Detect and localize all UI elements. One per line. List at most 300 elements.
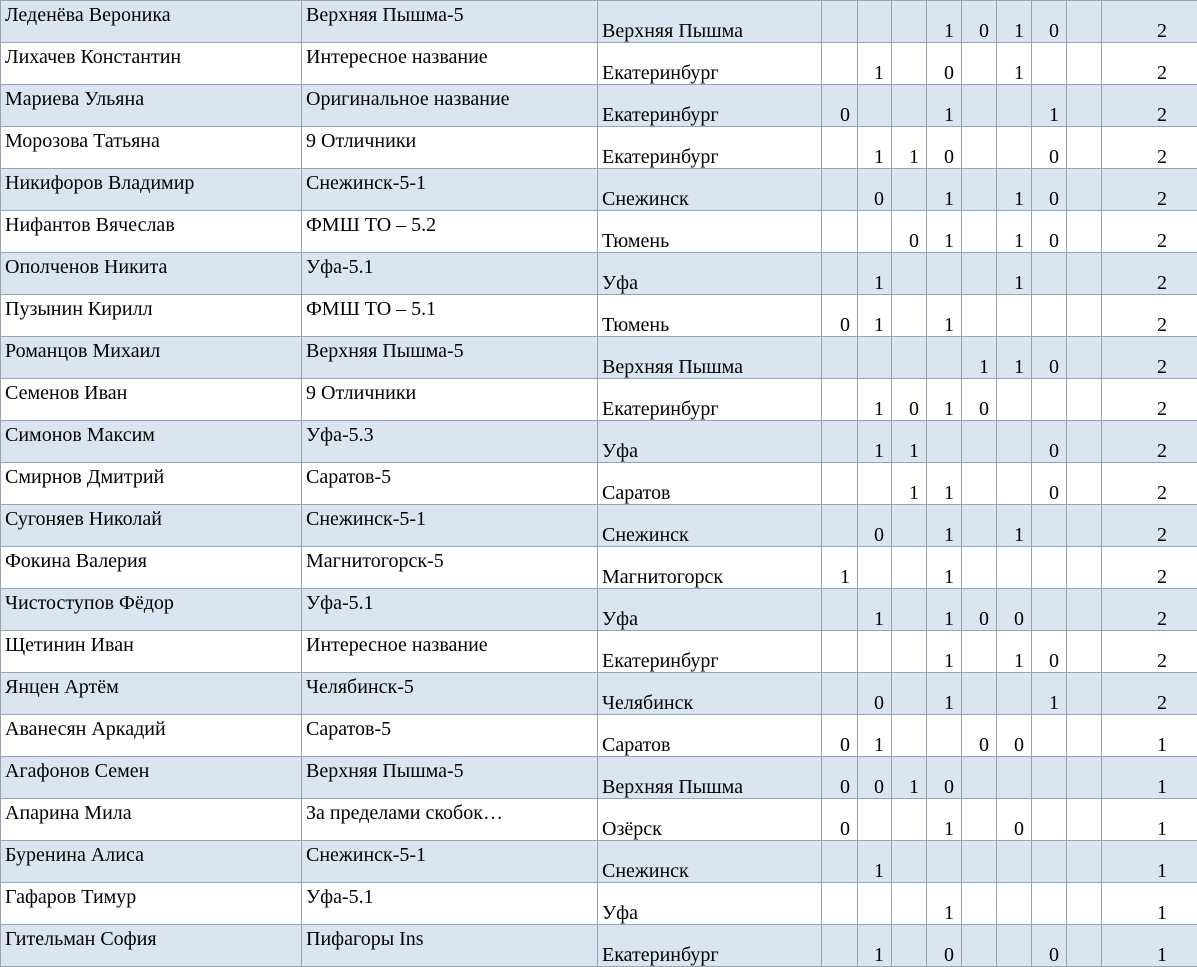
problem-score-cell xyxy=(1067,883,1102,925)
table-row xyxy=(1,547,1197,589)
results-table-body xyxy=(1,1,1197,967)
problem-score-cell xyxy=(822,421,858,463)
problem-score-cell xyxy=(1067,211,1102,253)
problem-score-cell: 1 xyxy=(927,85,962,127)
problem-score-cell xyxy=(962,505,997,547)
problem-score-cell xyxy=(1067,715,1102,757)
problem-score-cell: 0 xyxy=(927,43,962,85)
participant-name-cell: Агафонов Семен xyxy=(1,757,302,799)
problem-score-cell: 0 xyxy=(1032,337,1067,379)
team-name-cell: ФМШ ТО – 5.1 xyxy=(302,295,598,337)
city-cell: Уфа xyxy=(598,589,822,631)
problem-score-cell xyxy=(1032,757,1067,799)
problem-score-cell: 0 xyxy=(1032,421,1067,463)
problem-score-cell: 1 xyxy=(822,547,858,589)
problem-score-cell xyxy=(962,295,997,337)
problem-score-cell xyxy=(962,127,997,169)
participant-name-cell: Гафаров Тимур xyxy=(1,883,302,925)
problem-score-cell xyxy=(1067,589,1102,631)
problem-score-cell xyxy=(1032,547,1067,589)
problem-score-cell: 1 xyxy=(1032,673,1067,715)
problem-score-cell xyxy=(962,631,997,673)
problem-score-cell xyxy=(962,841,997,883)
problem-score-cell: 0 xyxy=(822,295,858,337)
problem-score-cell: 1 xyxy=(892,421,927,463)
team-name-cell: Верхняя Пышма-5 xyxy=(302,1,598,43)
total-score-cell: 1 xyxy=(1102,925,1197,967)
participant-name-cell: Смирнов Дмитрий xyxy=(1,463,302,505)
problem-score-cell: 1 xyxy=(858,841,892,883)
problem-score-cell xyxy=(822,1,858,43)
problem-score-cell xyxy=(1067,547,1102,589)
problem-score-cell: 1 xyxy=(927,169,962,211)
problem-score-cell xyxy=(1067,841,1102,883)
problem-score-cell: 1 xyxy=(858,421,892,463)
city-cell: Верхняя Пышма xyxy=(598,1,822,43)
total-score-cell: 2 xyxy=(1102,127,1197,169)
city-cell: Озёрск xyxy=(598,799,822,841)
problem-score-cell: 0 xyxy=(1032,925,1067,967)
problem-score-cell xyxy=(962,925,997,967)
problem-score-cell xyxy=(1067,673,1102,715)
table-row xyxy=(1,589,1197,631)
problem-score-cell: 0 xyxy=(962,379,997,421)
total-score-cell: 2 xyxy=(1102,85,1197,127)
problem-score-cell xyxy=(892,43,927,85)
problem-score-cell xyxy=(822,925,858,967)
problem-score-cell: 1 xyxy=(858,715,892,757)
participant-name-cell: Нифантов Вячеслав xyxy=(1,211,302,253)
problem-score-cell: 0 xyxy=(962,1,997,43)
problem-score-cell xyxy=(1067,1,1102,43)
problem-score-cell: 1 xyxy=(858,253,892,295)
problem-score-cell: 0 xyxy=(927,127,962,169)
problem-score-cell: 1 xyxy=(927,673,962,715)
city-cell: Саратов xyxy=(598,715,822,757)
city-cell: Уфа xyxy=(598,253,822,295)
problem-score-cell: 1 xyxy=(927,589,962,631)
problem-score-cell xyxy=(927,841,962,883)
total-score-cell: 2 xyxy=(1102,379,1197,421)
participant-name-cell: Лихачев Константин xyxy=(1,43,302,85)
table-row xyxy=(1,253,1197,295)
problem-score-cell xyxy=(892,841,927,883)
problem-score-cell xyxy=(892,673,927,715)
problem-score-cell xyxy=(892,547,927,589)
team-name-cell: Саратов-5 xyxy=(302,715,598,757)
table-row xyxy=(1,85,1197,127)
participant-name-cell: Гительман София xyxy=(1,925,302,967)
problem-score-cell xyxy=(1032,43,1067,85)
problem-score-cell: 1 xyxy=(997,337,1032,379)
problem-score-cell xyxy=(892,337,927,379)
team-name-cell: Уфа-5.1 xyxy=(302,883,598,925)
problem-score-cell: 1 xyxy=(892,463,927,505)
problem-score-cell: 1 xyxy=(997,253,1032,295)
participant-name-cell: Щетинин Иван xyxy=(1,631,302,673)
problem-score-cell xyxy=(1067,85,1102,127)
problem-score-cell xyxy=(1067,127,1102,169)
problem-score-cell xyxy=(997,85,1032,127)
city-cell: Снежинск xyxy=(598,505,822,547)
problem-score-cell: 1 xyxy=(927,295,962,337)
participant-name-cell: Морозова Татьяна xyxy=(1,127,302,169)
problem-score-cell xyxy=(892,1,927,43)
problem-score-cell xyxy=(962,883,997,925)
table-row xyxy=(1,715,1197,757)
problem-score-cell xyxy=(1067,799,1102,841)
problem-score-cell xyxy=(1067,421,1102,463)
problem-score-cell xyxy=(1032,505,1067,547)
city-cell: Саратов xyxy=(598,463,822,505)
problem-score-cell xyxy=(1067,925,1102,967)
problem-score-cell: 1 xyxy=(927,211,962,253)
problem-score-cell: 0 xyxy=(927,925,962,967)
problem-score-cell xyxy=(997,883,1032,925)
team-name-cell: Челябинск-5 xyxy=(302,673,598,715)
table-row xyxy=(1,757,1197,799)
problem-score-cell xyxy=(822,463,858,505)
team-name-cell: Пифагоры Ins xyxy=(302,925,598,967)
problem-score-cell: 1 xyxy=(927,547,962,589)
total-score-cell: 2 xyxy=(1102,631,1197,673)
city-cell: Уфа xyxy=(598,883,822,925)
problem-score-cell: 0 xyxy=(997,715,1032,757)
participant-name-cell: Леденёва Вероника xyxy=(1,1,302,43)
team-name-cell: Уфа-5.1 xyxy=(302,589,598,631)
problem-score-cell xyxy=(997,463,1032,505)
total-score-cell: 2 xyxy=(1102,211,1197,253)
problem-score-cell xyxy=(822,379,858,421)
team-name-cell: Саратов-5 xyxy=(302,463,598,505)
participant-name-cell: Пузынин Кирилл xyxy=(1,295,302,337)
problem-score-cell: 1 xyxy=(892,757,927,799)
problem-score-cell: 1 xyxy=(997,631,1032,673)
problem-score-cell xyxy=(927,421,962,463)
problem-score-cell xyxy=(1032,589,1067,631)
problem-score-cell xyxy=(892,799,927,841)
city-cell: Екатеринбург xyxy=(598,85,822,127)
city-cell: Екатеринбург xyxy=(598,127,822,169)
city-cell: Челябинск xyxy=(598,673,822,715)
problem-score-cell xyxy=(892,169,927,211)
problem-score-cell xyxy=(858,631,892,673)
participant-name-cell: Семенов Иван xyxy=(1,379,302,421)
table-row xyxy=(1,631,1197,673)
problem-score-cell xyxy=(892,505,927,547)
problem-score-cell xyxy=(822,43,858,85)
problem-score-cell: 1 xyxy=(858,127,892,169)
problem-score-cell xyxy=(1067,505,1102,547)
problem-score-cell xyxy=(822,589,858,631)
total-score-cell: 2 xyxy=(1102,43,1197,85)
problem-score-cell xyxy=(997,421,1032,463)
participant-name-cell: Буренина Алиса xyxy=(1,841,302,883)
problem-score-cell xyxy=(962,85,997,127)
problem-score-cell: 1 xyxy=(997,169,1032,211)
problem-score-cell xyxy=(997,673,1032,715)
problem-score-cell: 1 xyxy=(927,631,962,673)
problem-score-cell: 0 xyxy=(997,799,1032,841)
problem-score-cell: 0 xyxy=(858,757,892,799)
problem-score-cell xyxy=(1067,757,1102,799)
problem-score-cell: 0 xyxy=(1032,463,1067,505)
total-score-cell: 2 xyxy=(1102,463,1197,505)
problem-score-cell xyxy=(858,883,892,925)
total-score-cell: 2 xyxy=(1102,1,1197,43)
problem-score-cell xyxy=(892,589,927,631)
problem-score-cell xyxy=(858,211,892,253)
problem-score-cell: 1 xyxy=(858,925,892,967)
problem-score-cell: 1 xyxy=(858,379,892,421)
total-score-cell: 2 xyxy=(1102,589,1197,631)
table-row xyxy=(1,463,1197,505)
problem-score-cell xyxy=(1032,253,1067,295)
participant-name-cell: Никифоров Владимир xyxy=(1,169,302,211)
city-cell: Екатеринбург xyxy=(598,379,822,421)
problem-score-cell xyxy=(927,253,962,295)
problem-score-cell: 0 xyxy=(1032,127,1067,169)
team-name-cell: 9 Отличники xyxy=(302,379,598,421)
team-name-cell: Снежинск-5-1 xyxy=(302,505,598,547)
problem-score-cell xyxy=(1067,463,1102,505)
problem-score-cell: 0 xyxy=(1032,631,1067,673)
problem-score-cell: 0 xyxy=(822,799,858,841)
problem-score-cell xyxy=(997,295,1032,337)
problem-score-cell xyxy=(962,421,997,463)
total-score-cell: 2 xyxy=(1102,547,1197,589)
problem-score-cell xyxy=(1067,295,1102,337)
problem-score-cell: 1 xyxy=(927,505,962,547)
problem-score-cell xyxy=(858,337,892,379)
problem-score-cell xyxy=(1032,799,1067,841)
problem-score-cell xyxy=(892,883,927,925)
problem-score-cell: 1 xyxy=(858,589,892,631)
problem-score-cell xyxy=(962,253,997,295)
problem-score-cell xyxy=(927,337,962,379)
problem-score-cell: 1 xyxy=(927,463,962,505)
city-cell: Магнитогорск xyxy=(598,547,822,589)
problem-score-cell: 0 xyxy=(997,589,1032,631)
problem-score-cell xyxy=(1032,883,1067,925)
problem-score-cell xyxy=(858,547,892,589)
problem-score-cell xyxy=(858,463,892,505)
problem-score-cell: 0 xyxy=(822,715,858,757)
problem-score-cell: 0 xyxy=(858,169,892,211)
table-row xyxy=(1,799,1197,841)
problem-score-cell xyxy=(962,757,997,799)
problem-score-cell xyxy=(892,85,927,127)
problem-score-cell: 1 xyxy=(858,43,892,85)
participant-name-cell: Симонов Максим xyxy=(1,421,302,463)
problem-score-cell xyxy=(892,295,927,337)
problem-score-cell xyxy=(962,547,997,589)
table-row xyxy=(1,211,1197,253)
table-row xyxy=(1,337,1197,379)
problem-score-cell xyxy=(997,925,1032,967)
table-row xyxy=(1,127,1197,169)
table-row xyxy=(1,925,1197,967)
problem-score-cell xyxy=(997,127,1032,169)
problem-score-cell: 0 xyxy=(962,715,997,757)
problem-score-cell xyxy=(1032,841,1067,883)
participant-name-cell: Янцен Артём xyxy=(1,673,302,715)
problem-score-cell xyxy=(822,673,858,715)
problem-score-cell xyxy=(1067,379,1102,421)
problem-score-cell: 0 xyxy=(962,589,997,631)
problem-score-cell xyxy=(962,211,997,253)
problem-score-cell xyxy=(822,169,858,211)
team-name-cell: 9 Отличники xyxy=(302,127,598,169)
problem-score-cell xyxy=(1067,631,1102,673)
total-score-cell: 2 xyxy=(1102,505,1197,547)
team-name-cell: Оригинальное название xyxy=(302,85,598,127)
team-name-cell: Снежинск-5-1 xyxy=(302,841,598,883)
table-row xyxy=(1,43,1197,85)
problem-score-cell: 0 xyxy=(927,757,962,799)
problem-score-cell: 0 xyxy=(1032,169,1067,211)
team-name-cell: Интересное название xyxy=(302,43,598,85)
problem-score-cell xyxy=(1067,169,1102,211)
problem-score-cell xyxy=(962,799,997,841)
team-name-cell: Интересное название xyxy=(302,631,598,673)
total-score-cell: 2 xyxy=(1102,295,1197,337)
problem-score-cell xyxy=(892,925,927,967)
problem-score-cell: 0 xyxy=(858,673,892,715)
participant-name-cell: Сугоняев Николай xyxy=(1,505,302,547)
city-cell: Тюмень xyxy=(598,295,822,337)
problem-score-cell xyxy=(1067,253,1102,295)
team-name-cell: Снежинск-5-1 xyxy=(302,169,598,211)
problem-score-cell xyxy=(822,337,858,379)
table-row xyxy=(1,421,1197,463)
participant-name-cell: Чистоступов Фёдор xyxy=(1,589,302,631)
problem-score-cell: 1 xyxy=(858,295,892,337)
total-score-cell: 1 xyxy=(1102,715,1197,757)
participant-name-cell: Апарина Мила xyxy=(1,799,302,841)
problem-score-cell: 1 xyxy=(927,379,962,421)
problem-score-cell xyxy=(962,169,997,211)
problem-score-cell xyxy=(962,463,997,505)
team-name-cell: Уфа-5.3 xyxy=(302,421,598,463)
problem-score-cell: 0 xyxy=(1032,211,1067,253)
problem-score-cell xyxy=(892,715,927,757)
team-name-cell: ФМШ ТО – 5.2 xyxy=(302,211,598,253)
participant-name-cell: Аванесян Аркадий xyxy=(1,715,302,757)
city-cell: Тюмень xyxy=(598,211,822,253)
table-row xyxy=(1,379,1197,421)
problem-score-cell: 1 xyxy=(997,1,1032,43)
problem-score-cell xyxy=(858,1,892,43)
table-row xyxy=(1,295,1197,337)
city-cell: Екатеринбург xyxy=(598,631,822,673)
problem-score-cell xyxy=(962,43,997,85)
problem-score-cell: 0 xyxy=(892,211,927,253)
total-score-cell: 1 xyxy=(1102,799,1197,841)
city-cell: Уфа xyxy=(598,421,822,463)
problem-score-cell xyxy=(822,253,858,295)
participant-name-cell: Фокина Валерия xyxy=(1,547,302,589)
city-cell: Екатеринбург xyxy=(598,43,822,85)
problem-score-cell xyxy=(927,715,962,757)
problem-score-cell xyxy=(822,841,858,883)
team-name-cell: Уфа-5.1 xyxy=(302,253,598,295)
city-cell: Екатеринбург xyxy=(598,925,822,967)
problem-score-cell: 0 xyxy=(858,505,892,547)
problem-score-cell xyxy=(962,673,997,715)
team-name-cell: Верхняя Пышма-5 xyxy=(302,757,598,799)
table-row xyxy=(1,169,1197,211)
total-score-cell: 2 xyxy=(1102,421,1197,463)
problem-score-cell xyxy=(822,883,858,925)
total-score-cell: 2 xyxy=(1102,337,1197,379)
total-score-cell: 2 xyxy=(1102,673,1197,715)
total-score-cell: 1 xyxy=(1102,841,1197,883)
problem-score-cell: 0 xyxy=(822,85,858,127)
problem-score-cell: 0 xyxy=(1032,1,1067,43)
table-row xyxy=(1,883,1197,925)
problem-score-cell: 1 xyxy=(997,211,1032,253)
problem-score-cell: 1 xyxy=(927,883,962,925)
problem-score-cell: 1 xyxy=(997,505,1032,547)
city-cell: Снежинск xyxy=(598,841,822,883)
city-cell: Верхняя Пышма xyxy=(598,337,822,379)
problem-score-cell xyxy=(858,799,892,841)
team-name-cell: Верхняя Пышма-5 xyxy=(302,337,598,379)
total-score-cell: 1 xyxy=(1102,883,1197,925)
problem-score-cell: 0 xyxy=(892,379,927,421)
problem-score-cell xyxy=(1032,715,1067,757)
problem-score-cell xyxy=(822,211,858,253)
problem-score-cell: 1 xyxy=(962,337,997,379)
problem-score-cell: 0 xyxy=(822,757,858,799)
participant-name-cell: Ополченов Никита xyxy=(1,253,302,295)
table-row xyxy=(1,673,1197,715)
problem-score-cell: 1 xyxy=(927,1,962,43)
problem-score-cell xyxy=(892,253,927,295)
table-row xyxy=(1,1,1197,43)
problem-score-cell xyxy=(892,631,927,673)
total-score-cell: 2 xyxy=(1102,253,1197,295)
problem-score-cell: 1 xyxy=(997,43,1032,85)
problem-score-cell: 1 xyxy=(1032,85,1067,127)
participant-name-cell: Романцов Михаил xyxy=(1,337,302,379)
problem-score-cell xyxy=(997,547,1032,589)
team-name-cell: Магнитогорск-5 xyxy=(302,547,598,589)
problem-score-cell: 1 xyxy=(927,799,962,841)
problem-score-cell xyxy=(997,757,1032,799)
problem-score-cell xyxy=(997,379,1032,421)
table-row xyxy=(1,841,1197,883)
total-score-cell: 1 xyxy=(1102,757,1197,799)
city-cell: Верхняя Пышма xyxy=(598,757,822,799)
problem-score-cell xyxy=(1067,337,1102,379)
participant-name-cell: Мариева Ульяна xyxy=(1,85,302,127)
problem-score-cell xyxy=(858,85,892,127)
total-score-cell: 2 xyxy=(1102,169,1197,211)
team-name-cell: За пределами скобок… xyxy=(302,799,598,841)
problem-score-cell xyxy=(1067,43,1102,85)
problem-score-cell xyxy=(822,505,858,547)
problem-score-cell: 1 xyxy=(892,127,927,169)
problem-score-cell xyxy=(822,631,858,673)
problem-score-cell xyxy=(1032,379,1067,421)
problem-score-cell xyxy=(997,841,1032,883)
table-row xyxy=(1,505,1197,547)
problem-score-cell xyxy=(1032,295,1067,337)
city-cell: Снежинск xyxy=(598,169,822,211)
problem-score-cell xyxy=(822,127,858,169)
